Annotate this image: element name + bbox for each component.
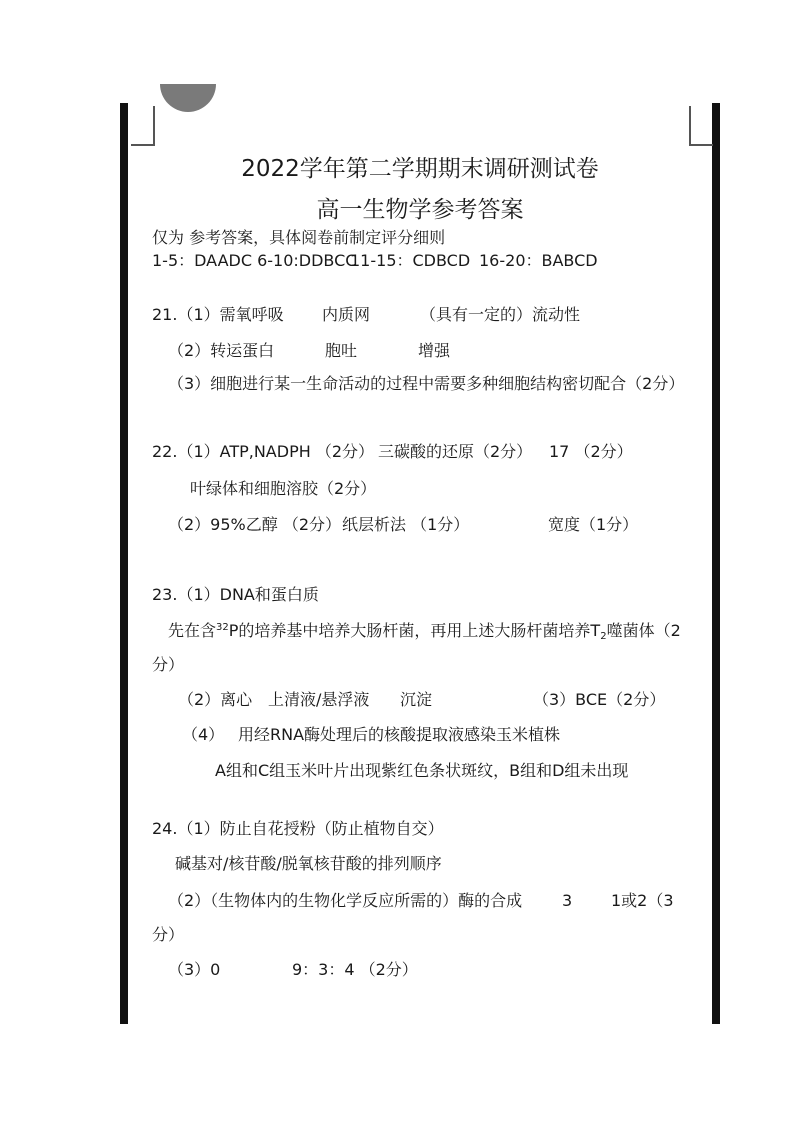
q23-part3-answer: （3）BCE（2分） xyxy=(533,690,666,709)
page-title: 2022学年第二学期期末调研测试卷 xyxy=(241,156,599,182)
q22-part1-answer-3: 17 （2分） xyxy=(549,442,633,461)
q21-part2-answer: （2）转运蛋白 xyxy=(168,341,275,360)
q24-part1-answer-2: 碱基对/核苷酸/脱氧核苷酸的排列顺序 xyxy=(175,854,442,873)
q24-part2-answer-2: 3 xyxy=(562,891,573,910)
q24-part3-answer-2: 9：3：4 （2分） xyxy=(292,960,418,979)
left-border-bar xyxy=(120,103,128,1024)
binding-hole xyxy=(160,84,216,112)
q23-part1-method: 先在含$^{32}$P的培养基中培养大肠杆菌，再用上述大肠杆菌培养$T_2$噬菌体（2 xyxy=(168,621,681,642)
q22-part2-answer-2: 纸层析法 （1分） xyxy=(342,515,470,534)
q21-part2-answer-3: 增强 xyxy=(418,341,451,360)
page-subtitle: 高一生物学参考答案 xyxy=(316,197,524,223)
q22-part2-answer: （2）95%乙醇 （2分） xyxy=(168,515,342,534)
q23-part1-answer: 23.（1）DNA和蛋白质 xyxy=(152,585,319,604)
q21-part1-answer: 21.（1）需氧呼吸 xyxy=(152,305,284,324)
q22-part1-answer-2: 三碳酸的还原（2分） xyxy=(378,442,533,461)
q24-part2-answer-3: 1或2（3 xyxy=(611,891,674,910)
q21-part3-answer: （3）细胞进行某一生命活动的过程中需要多种细胞结构密切配合（2分） xyxy=(168,374,685,393)
q24-part1-answer: 24.（1）防止自花授粉（防止植物自交） xyxy=(152,819,444,838)
q23-part2-answer-2: 上清液/悬浮液 xyxy=(268,690,370,709)
q23-part4-label: （4） xyxy=(182,725,225,744)
q24-part2-answer-cont: 分） xyxy=(152,925,185,944)
corner-mark-left xyxy=(131,106,155,146)
q23-part1-method-cont: 分） xyxy=(152,655,185,674)
q23-part2-answer: （2）离心 xyxy=(178,690,253,709)
q21-part1-answer-3: （具有一定的）流动性 xyxy=(420,305,581,324)
q22-part2-answer-3: 宽度（1分） xyxy=(548,515,639,534)
q21-part1-answer-2: 内质网 xyxy=(322,305,371,324)
q24-part3-answer: （3）0 xyxy=(168,960,221,979)
mc-answers-11-15: 11-15：CDBCD xyxy=(350,251,471,270)
right-border-bar xyxy=(712,103,720,1024)
q21-part2-answer-2: 胞吐 xyxy=(325,341,358,360)
q23-part2-answer-3: 沉淀 xyxy=(400,690,433,709)
q22-part1-answer-4: 叶绿体和细胞溶胶（2分） xyxy=(190,479,377,498)
q22-part1-answer: 22.（1）ATP,NADPH （2分） xyxy=(152,442,375,461)
mc-answers-16-20: 16-20：BABCD xyxy=(479,251,598,270)
q23-part4-method: 用经RNA酶处理后的核酸提取液感染玉米植株 xyxy=(238,725,561,744)
q23-part4-result: A组和C组玉米叶片出现紫红色条状斑纹，B组和D组未出现 xyxy=(215,761,629,780)
q24-part2-answer: （2）（生物体内的生物化学反应所需的）酶的合成 xyxy=(168,891,523,910)
corner-mark-right xyxy=(689,106,713,146)
scoring-note: 仅为 参考答案，具体阅卷前制定评分细则 xyxy=(152,228,446,247)
mc-answers-1-10: 1-5：DAADC 6-10:DDBCC xyxy=(152,251,357,270)
